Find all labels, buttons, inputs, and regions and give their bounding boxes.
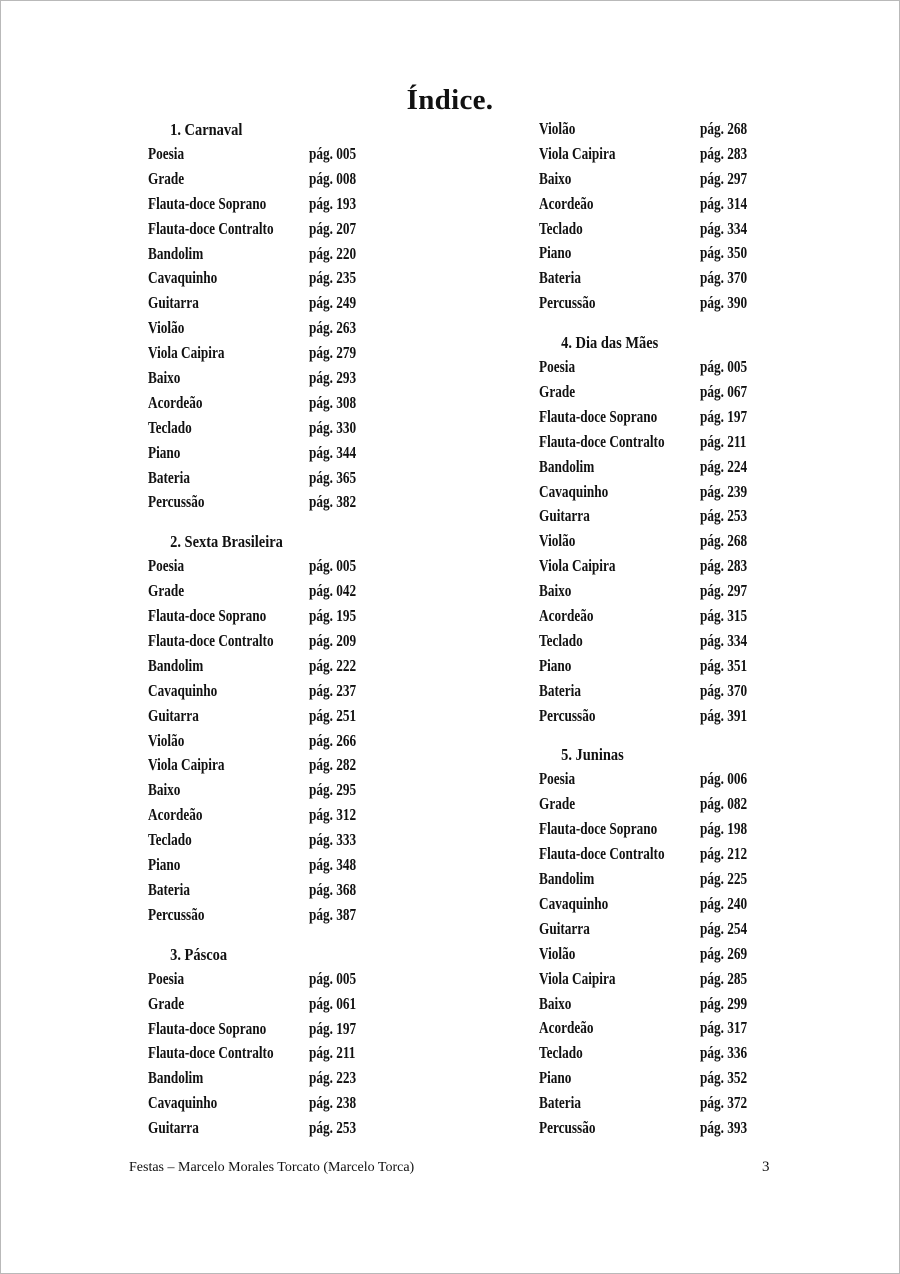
toc-entry-name: Percussão — [539, 705, 596, 725]
section-list — [539, 767, 869, 1140]
toc-entry-name: Guitarra — [148, 293, 199, 313]
toc-entry-page: pág. 293 — [309, 368, 357, 388]
toc-entry — [148, 192, 478, 217]
toc-entry-name: Baixo — [148, 368, 181, 388]
toc-entry-page: pág. 005 — [309, 556, 357, 576]
toc-entry — [539, 217, 869, 242]
toc-entry-page: pág. 350 — [700, 243, 748, 263]
toc-entry-page: pág. 220 — [309, 243, 357, 263]
toc-entry-name: Poesia — [148, 556, 185, 576]
toc-entry-page: pág. 382 — [309, 492, 357, 512]
toc-entry-name: Acordeão — [148, 805, 203, 825]
toc-entry-name: Viola Caipira — [539, 556, 616, 576]
toc-entry — [539, 679, 869, 704]
toc-entry — [148, 167, 478, 192]
toc-entry — [539, 554, 869, 579]
toc-entry-page: pág. 348 — [309, 855, 357, 875]
toc-entry-page: pág. 295 — [309, 780, 357, 800]
index-column-right — [539, 117, 869, 1141]
toc-entry — [148, 1066, 478, 1091]
toc-entry — [148, 316, 478, 341]
section-title: 3. Páscoa — [170, 944, 228, 964]
toc-entry-name: Violão — [539, 119, 576, 138]
toc-entry-page: pág. 344 — [309, 442, 357, 462]
toc-entry-name: Grade — [148, 993, 185, 1013]
toc-entry-name: Baixo — [539, 168, 572, 188]
toc-entry — [148, 878, 478, 903]
toc-entry-page: pág. 269 — [700, 943, 748, 963]
toc-entry-page: pág. 239 — [700, 481, 748, 501]
toc-entry-name: Guitarra — [539, 506, 590, 526]
toc-entry-name: Cavaquinho — [148, 680, 218, 700]
toc-entry-name: Bandolim — [148, 655, 204, 675]
toc-entry — [539, 167, 869, 192]
toc-entry-name: Cavaquinho — [539, 893, 609, 913]
toc-entry-page: pág. 333 — [309, 830, 357, 850]
toc-entry — [148, 554, 478, 579]
toc-entry — [539, 117, 869, 142]
section-list — [539, 355, 869, 728]
toc-entry-page: pág. 005 — [700, 357, 748, 377]
toc-entry-page: pág. 253 — [309, 1118, 357, 1138]
toc-entry — [539, 291, 869, 316]
toc-entry-page: pág. 297 — [700, 168, 748, 188]
index-column-left — [148, 117, 478, 1141]
toc-entry — [539, 142, 869, 167]
toc-entry — [539, 266, 869, 291]
toc-entry — [148, 753, 478, 778]
toc-entry-page: pág. 351 — [700, 655, 748, 675]
footer-page-number: 3 — [762, 1159, 770, 1175]
toc-entry-page: pág. 283 — [700, 556, 748, 576]
toc-entry-name: Grade — [539, 382, 576, 402]
toc-entry-name: Bandolim — [148, 243, 204, 263]
toc-entry-name: Bandolim — [539, 456, 595, 476]
toc-entry-name: Baixo — [148, 780, 181, 800]
toc-entry — [539, 430, 869, 455]
toc-entry — [148, 853, 478, 878]
toc-entry-name: Guitarra — [539, 918, 590, 938]
toc-entry-name: Bateria — [148, 467, 190, 487]
toc-entry-page: pág. 197 — [700, 406, 748, 426]
toc-entry-page: pág. 266 — [309, 730, 357, 750]
section-title: 4. Dia das Mães — [561, 333, 659, 353]
section-list — [148, 967, 478, 1141]
toc-entry — [539, 380, 869, 405]
toc-entry-page: pág. 006 — [700, 769, 748, 789]
toc-entry-name: Poesia — [539, 769, 576, 789]
toc-entry — [539, 1066, 869, 1091]
toc-entry-page: pág. 393 — [700, 1117, 748, 1137]
toc-entry — [539, 1016, 869, 1041]
toc-entry-page: pág. 223 — [309, 1068, 357, 1088]
toc-entry-page: pág. 042 — [309, 581, 357, 601]
toc-entry-page: pág. 368 — [309, 879, 357, 899]
toc-entry-page: pág. 238 — [309, 1093, 357, 1113]
section-list — [148, 554, 478, 927]
toc-entry-page: pág. 334 — [700, 630, 748, 650]
toc-entry-name: Acordeão — [539, 1018, 594, 1038]
toc-entry — [148, 803, 478, 828]
toc-entry-page: pág. 315 — [700, 606, 748, 626]
toc-entry-name: Flauta-doce Contralto — [539, 844, 665, 864]
toc-entry-name: Teclado — [148, 830, 192, 850]
toc-entry-name: Piano — [539, 243, 572, 263]
toc-entry-name: Poesia — [539, 357, 576, 377]
toc-entry-page: pág. 330 — [309, 417, 357, 437]
toc-entry — [539, 192, 869, 217]
toc-entry — [539, 654, 869, 679]
toc-entry-name: Bateria — [148, 879, 190, 899]
toc-entry — [539, 1091, 869, 1116]
toc-entry — [539, 504, 869, 529]
toc-entry — [539, 355, 869, 380]
toc-entry-name: Guitarra — [148, 705, 199, 725]
toc-entry-page: pág. 308 — [309, 392, 357, 412]
toc-entry-name: Viola Caipira — [148, 343, 225, 363]
toc-entry-page: pág. 370 — [700, 680, 748, 700]
section-title: 5. Juninas — [561, 745, 624, 765]
toc-entry — [539, 455, 869, 480]
toc-entry-name: Violão — [539, 531, 576, 551]
toc-entry-page: pág. 365 — [309, 467, 357, 487]
toc-entry — [539, 604, 869, 629]
toc-entry — [539, 917, 869, 942]
toc-entry-page: pág. 336 — [700, 1043, 748, 1063]
toc-entry — [539, 967, 869, 992]
toc-entry-page: pág. 317 — [700, 1018, 748, 1038]
toc-entry-name: Acordeão — [539, 606, 594, 626]
section-title: 1. Carnaval — [170, 120, 243, 139]
toc-entry-page: pág. 240 — [700, 893, 748, 913]
toc-entry — [539, 767, 869, 792]
toc-entry — [539, 842, 869, 867]
toc-entry-name: Viola Caipira — [148, 755, 225, 775]
toc-entry-name: Piano — [539, 655, 572, 675]
toc-entry-page: pág. 235 — [309, 268, 357, 288]
toc-entry-name: Flauta-doce Soprano — [539, 406, 658, 426]
toc-entry-name: Acordeão — [539, 193, 594, 213]
toc-entry-name: Baixo — [539, 993, 572, 1013]
toc-entry-page: pág. 283 — [700, 143, 748, 163]
toc-entry — [539, 480, 869, 505]
toc-entry-page: pág. 197 — [309, 1018, 357, 1038]
toc-entry — [148, 967, 478, 992]
toc-entry-name: Flauta-doce Contralto — [539, 431, 665, 451]
toc-entry-name: Percussão — [148, 904, 205, 924]
toc-entry-name: Percussão — [539, 1117, 596, 1137]
toc-entry-page: pág. 212 — [700, 844, 748, 864]
toc-entry-name: Grade — [148, 581, 185, 601]
toc-entry-page: pág. 209 — [309, 631, 357, 651]
toc-entry — [539, 579, 869, 604]
toc-entry — [148, 828, 478, 853]
toc-entry-name: Baixo — [539, 581, 572, 601]
toc-entry-page: pág. 224 — [700, 456, 748, 476]
toc-entry — [148, 1116, 478, 1141]
toc-entry-name: Viola Caipira — [539, 968, 616, 988]
toc-entry-name: Piano — [148, 442, 181, 462]
toc-entry-name: Flauta-doce Contralto — [148, 218, 274, 238]
toc-entry-page: pág. 254 — [700, 918, 748, 938]
toc-entry-page: pág. 285 — [700, 968, 748, 988]
toc-entry-page: pág. 198 — [700, 819, 748, 839]
toc-entry-page: pág. 249 — [309, 293, 357, 313]
toc-entry — [148, 291, 478, 316]
toc-entry-name: Teclado — [539, 218, 583, 238]
toc-entry-page: pág. 387 — [309, 904, 357, 924]
toc-entry-name: Percussão — [148, 492, 205, 512]
toc-entry — [148, 441, 478, 466]
toc-entry-page: pág. 297 — [700, 581, 748, 601]
toc-entry — [148, 466, 478, 491]
toc-entry-page: pág. 082 — [700, 794, 748, 814]
toc-entry-name: Flauta-doce Soprano — [148, 193, 267, 213]
toc-entry — [539, 1041, 869, 1066]
toc-entry — [148, 604, 478, 629]
toc-entry-name: Flauta-doce Contralto — [148, 1043, 274, 1063]
toc-entry — [148, 142, 478, 167]
toc-entry-name: Flauta-doce Contralto — [148, 631, 274, 651]
toc-entry — [148, 416, 478, 441]
toc-entry — [148, 654, 478, 679]
toc-entry-name: Cavaquinho — [539, 481, 609, 501]
toc-entry-page: pág. 237 — [309, 680, 357, 700]
toc-entry-page: pág. 067 — [700, 382, 748, 402]
toc-entry-name: Bandolim — [148, 1068, 204, 1088]
toc-entry — [148, 778, 478, 803]
toc-entry — [539, 867, 869, 892]
toc-entry-page: pág. 282 — [309, 755, 357, 775]
toc-entry-name: Percussão — [539, 293, 596, 313]
toc-entry — [539, 1116, 869, 1141]
toc-entry — [539, 704, 869, 729]
toc-entry-name: Flauta-doce Soprano — [539, 819, 658, 839]
toc-entry — [148, 1041, 478, 1066]
toc-entry — [148, 1091, 478, 1116]
toc-entry-name: Bateria — [539, 268, 581, 288]
toc-entry — [539, 992, 869, 1017]
toc-entry — [539, 817, 869, 842]
toc-entry — [148, 266, 478, 291]
toc-entry-page: pág. 195 — [309, 606, 357, 626]
toc-entry-name: Violão — [148, 730, 185, 750]
toc-entry-page: pág. 211 — [700, 431, 747, 451]
section-list — [148, 142, 478, 515]
toc-entry — [148, 242, 478, 267]
toc-entry-page: pág. 312 — [309, 805, 357, 825]
footer-text: Festas – Marcelo Morales Torcato (Marcelo Torca) — [129, 1160, 415, 1175]
toc-entry — [539, 942, 869, 967]
toc-entry-page: pág. 352 — [700, 1068, 748, 1088]
toc-entry-name: Cavaquinho — [148, 1093, 218, 1113]
toc-entry-name: Violão — [148, 318, 185, 338]
toc-entry-page: pág. 263 — [309, 318, 357, 338]
toc-entry-name: Poesia — [148, 968, 185, 988]
toc-entry-page: pág. 211 — [309, 1043, 356, 1063]
toc-entry — [148, 992, 478, 1017]
toc-entry-page: pág. 061 — [309, 993, 357, 1013]
toc-entry — [148, 217, 478, 242]
toc-entry — [148, 729, 478, 754]
toc-entry-name: Flauta-doce Soprano — [148, 1018, 267, 1038]
toc-entry-name: Teclado — [539, 630, 583, 650]
toc-entry-name: Teclado — [539, 1043, 583, 1063]
toc-entry-page: pág. 372 — [700, 1093, 748, 1113]
toc-entry-name: Grade — [148, 168, 185, 188]
toc-entry-name: Guitarra — [148, 1118, 199, 1138]
toc-entry-name: Poesia — [148, 144, 185, 163]
toc-entry-page: pág. 207 — [309, 218, 357, 238]
toc-entry — [148, 704, 478, 729]
toc-entry — [539, 405, 869, 430]
toc-entry-name: Bandolim — [539, 869, 595, 889]
toc-entry-name: Violão — [539, 943, 576, 963]
toc-entry-page: pág. 005 — [309, 968, 357, 988]
toc-entry-name: Bateria — [539, 1093, 581, 1113]
toc-entry-page: pág. 222 — [309, 655, 357, 675]
toc-entry-name: Flauta-doce Soprano — [148, 606, 267, 626]
toc-entry-page: pág. 299 — [700, 993, 748, 1013]
toc-entry-page: pág. 390 — [700, 293, 748, 313]
toc-entry-page: pág. 253 — [700, 506, 748, 526]
section-list — [539, 117, 869, 316]
toc-entry — [539, 529, 869, 554]
toc-entry-page: pág. 370 — [700, 268, 748, 288]
toc-entry — [148, 629, 478, 654]
toc-entry-name: Acordeão — [148, 392, 203, 412]
toc-entry — [148, 341, 478, 366]
section-title: 2. Sexta Brasileira — [170, 532, 283, 552]
toc-entry-page: pág. 008 — [309, 168, 357, 188]
toc-entry — [148, 903, 478, 928]
toc-entry — [148, 366, 478, 391]
toc-entry-page: pág. 314 — [700, 193, 748, 213]
toc-entry — [148, 1017, 478, 1042]
page-title: Índice. — [406, 84, 494, 116]
toc-entry-name: Piano — [539, 1068, 572, 1088]
toc-entry-name: Piano — [148, 855, 181, 875]
toc-entry-page: pág. 391 — [700, 705, 748, 725]
toc-entry-page: pág. 005 — [309, 144, 357, 163]
toc-entry — [539, 892, 869, 917]
toc-entry-name: Bateria — [539, 680, 581, 700]
toc-entry-name: Grade — [539, 794, 576, 814]
toc-entry — [148, 579, 478, 604]
toc-entry-page: pág. 268 — [700, 531, 748, 551]
toc-entry-page: pág. 251 — [309, 705, 357, 725]
toc-entry — [148, 490, 478, 515]
toc-entry — [148, 391, 478, 416]
toc-entry — [539, 241, 869, 266]
toc-entry-page: pág. 225 — [700, 869, 748, 889]
toc-entry-page: pág. 334 — [700, 218, 748, 238]
toc-entry-page: pág. 193 — [309, 193, 357, 213]
toc-entry-page: pág. 279 — [309, 343, 357, 363]
toc-entry-name: Teclado — [148, 417, 192, 437]
toc-entry-page: pág. 268 — [700, 119, 748, 138]
toc-entry — [148, 679, 478, 704]
toc-entry — [539, 629, 869, 654]
toc-entry — [539, 792, 869, 817]
toc-entry-name: Cavaquinho — [148, 268, 218, 288]
toc-entry-name: Viola Caipira — [539, 143, 616, 163]
